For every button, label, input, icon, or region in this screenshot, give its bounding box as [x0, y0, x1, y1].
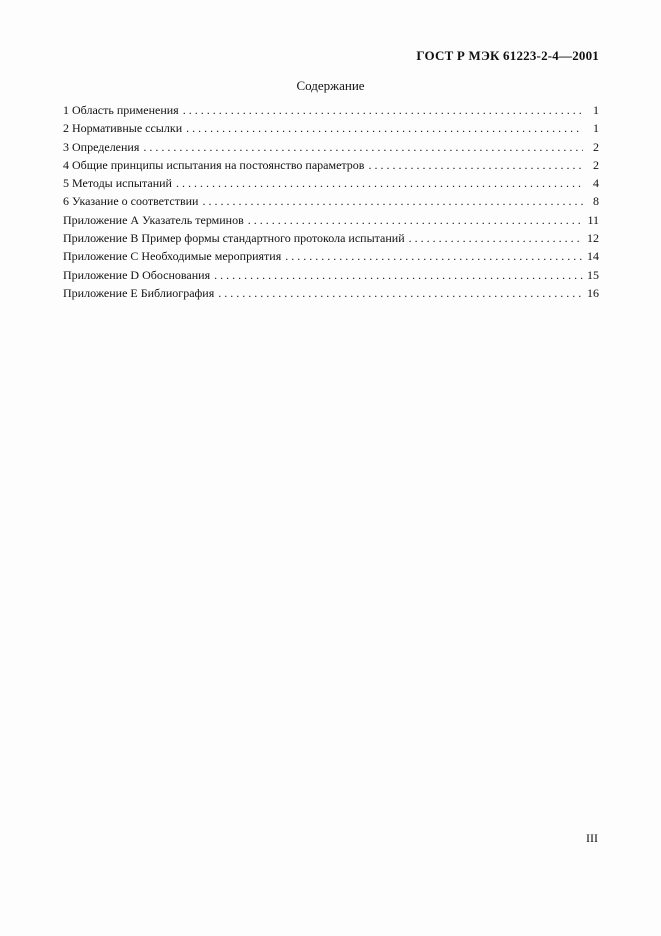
dot-leader [285, 247, 583, 265]
dot-leader [186, 119, 583, 137]
toc-entry-page: 1 [593, 103, 599, 117]
toc-entry-page: 14 [587, 249, 599, 264]
toc-entry-4[interactable] [63, 156, 599, 174]
dot-leader [202, 192, 583, 210]
toc-entry-label: 1 Область применения [63, 103, 179, 117]
toc-entry-label: 6 Указание о соответствии [63, 194, 199, 209]
toc-entry-label: 5 Методы испытаний [63, 176, 172, 191]
dot-leader [248, 211, 583, 229]
toc-entry-appendix-e[interactable] [63, 284, 599, 302]
toc-entry-label: 4 Общие принципы испытания на постоянство параметров [63, 157, 365, 172]
toc-entry-label: Приложение С Необходимые мероприятия [63, 249, 282, 264]
toc-entry-appendix-c[interactable] [63, 247, 599, 265]
dot-leader [218, 284, 583, 302]
dot-leader [176, 174, 583, 192]
toc-entry-1[interactable] [63, 101, 599, 119]
dot-leader [214, 266, 583, 284]
dot-leader [368, 156, 583, 174]
toc-entry-label: 2 Нормативные ссылки [63, 121, 183, 136]
toc-title: Содержание [296, 78, 365, 93]
toc-entry-3[interactable] [63, 138, 599, 156]
table-of-contents [63, 101, 599, 302]
toc-entry-2[interactable] [63, 119, 599, 137]
toc-entry-label: Приложение Е Библиография [63, 285, 215, 300]
toc-entry-label: 3 Определения [63, 139, 140, 154]
toc-entry-appendix-b[interactable] [63, 229, 599, 247]
toc-entry-appendix-a[interactable] [63, 211, 599, 229]
dot-leader [183, 101, 583, 119]
toc-entry-page: 8 [593, 194, 599, 209]
toc-entry-label: Приложение D Обоснования [63, 267, 211, 282]
page-number: III [586, 831, 598, 845]
toc-entry-page: 16 [587, 285, 599, 300]
toc-entry-page: 12 [587, 231, 599, 246]
toc-entry-page: 1 [593, 121, 599, 136]
toc-entry-page: 11 [587, 212, 599, 227]
dot-leader [409, 229, 583, 247]
toc-entry-appendix-d[interactable] [63, 266, 599, 284]
toc-entry-6[interactable] [63, 192, 599, 210]
toc-entry-page: 15 [587, 267, 599, 282]
toc-entry-label: Приложение В Пример формы стандартного протокола испытаний [63, 231, 405, 246]
dot-leader [143, 138, 583, 156]
toc-entry-page: 2 [593, 139, 599, 154]
toc-entry-page: 2 [593, 157, 599, 172]
toc-entry-label: Приложение А Указатель терминов [63, 212, 244, 227]
standard-code-header: ГОСТ Р МЭК 61223-2-4—2001 [416, 48, 599, 63]
toc-entry-5[interactable] [63, 174, 599, 192]
toc-entry-page: 4 [593, 176, 599, 191]
